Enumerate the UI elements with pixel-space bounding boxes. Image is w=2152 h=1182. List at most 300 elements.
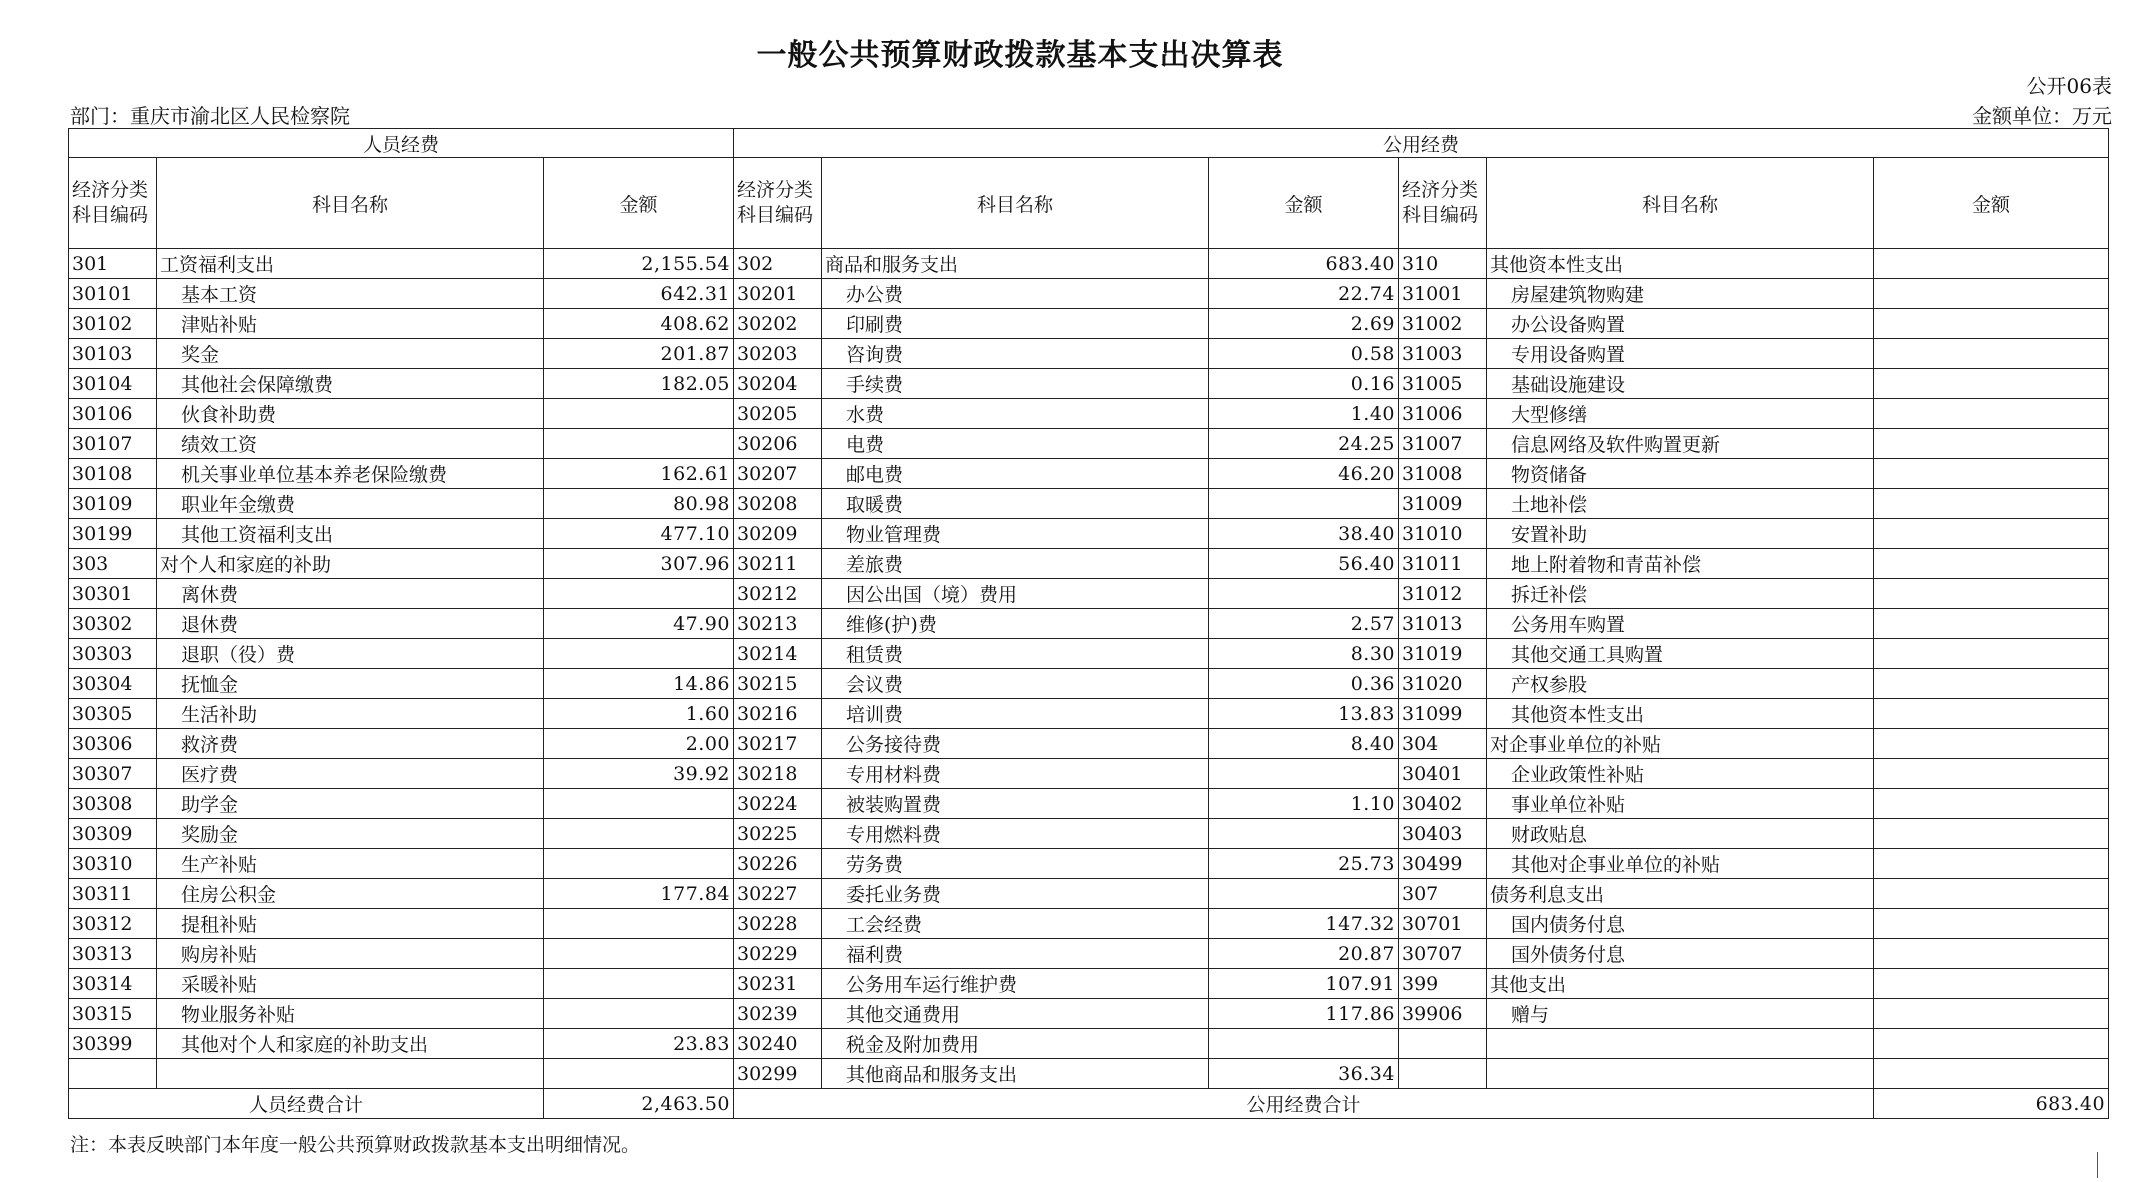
row-name: 电费 xyxy=(822,429,1209,459)
footnote: 注：本表反映部门本年度一般公共预算财政拨款基本支出明细情况。 xyxy=(70,1134,641,1156)
row-code: 30213 xyxy=(734,609,822,639)
row-name xyxy=(1487,1029,1874,1059)
row-code: 30308 xyxy=(69,789,157,819)
row-amount: 20.87 xyxy=(1209,939,1399,969)
row-code: 30312 xyxy=(69,909,157,939)
row-code: 30206 xyxy=(734,429,822,459)
table-row xyxy=(69,879,2109,909)
row-name: 公务用车运行维护费 xyxy=(822,969,1209,999)
row-name: 福利费 xyxy=(822,939,1209,969)
table-row xyxy=(69,1029,2109,1059)
row-name: 工资福利支出 xyxy=(157,249,544,279)
table-row xyxy=(69,909,2109,939)
row-name: 培训费 xyxy=(822,699,1209,729)
header-amount: 金额 xyxy=(1209,158,1399,249)
row-name: 公务用车购置 xyxy=(1487,609,1874,639)
row-amount xyxy=(1874,309,2109,339)
row-name: 其他商品和服务支出 xyxy=(822,1059,1209,1089)
row-amount: 642.31 xyxy=(544,279,734,309)
row-name: 绩效工资 xyxy=(157,429,544,459)
row-amount: 24.25 xyxy=(1209,429,1399,459)
row-amount xyxy=(544,819,734,849)
row-amount: 0.36 xyxy=(1209,669,1399,699)
row-amount: 38.40 xyxy=(1209,519,1399,549)
row-code: 31003 xyxy=(1399,339,1487,369)
row-code xyxy=(1399,1059,1487,1089)
row-amount: 47.90 xyxy=(544,609,734,639)
row-code: 31009 xyxy=(1399,489,1487,519)
row-name: 生产补贴 xyxy=(157,849,544,879)
row-amount: 2,155.54 xyxy=(544,249,734,279)
row-name: 机关事业单位基本养老保险缴费 xyxy=(157,459,544,489)
row-amount: 201.87 xyxy=(544,339,734,369)
table-row xyxy=(69,1059,2109,1089)
row-name: 水费 xyxy=(822,399,1209,429)
row-amount: 1.40 xyxy=(1209,399,1399,429)
row-name: 办公设备购置 xyxy=(1487,309,1874,339)
table-row xyxy=(69,309,2109,339)
row-code: 30102 xyxy=(69,309,157,339)
header-name: 科目名称 xyxy=(822,158,1209,249)
row-name: 津贴补贴 xyxy=(157,309,544,339)
row-code: 301 xyxy=(69,249,157,279)
row-name: 印刷费 xyxy=(822,309,1209,339)
row-name: 工会经费 xyxy=(822,909,1209,939)
row-amount xyxy=(544,999,734,1029)
row-name: 生活补助 xyxy=(157,699,544,729)
row-code: 30215 xyxy=(734,669,822,699)
row-name: 劳务费 xyxy=(822,849,1209,879)
row-code: 30306 xyxy=(69,729,157,759)
table-row xyxy=(69,849,2109,879)
row-amount xyxy=(1874,879,2109,909)
row-code: 30240 xyxy=(734,1029,822,1059)
row-amount: 683.40 xyxy=(1209,249,1399,279)
row-code: 302 xyxy=(734,249,822,279)
row-name: 事业单位补贴 xyxy=(1487,789,1874,819)
row-amount: 0.16 xyxy=(1209,369,1399,399)
row-name xyxy=(157,1059,544,1089)
row-code: 30201 xyxy=(734,279,822,309)
row-name: 大型修缮 xyxy=(1487,399,1874,429)
row-amount xyxy=(1874,489,2109,519)
row-code: 31013 xyxy=(1399,609,1487,639)
row-code: 31012 xyxy=(1399,579,1487,609)
row-name: 被装购置费 xyxy=(822,789,1209,819)
row-code: 31020 xyxy=(1399,669,1487,699)
row-amount xyxy=(1209,879,1399,909)
table-row xyxy=(69,999,2109,1029)
row-name: 职业年金缴费 xyxy=(157,489,544,519)
row-code: 30103 xyxy=(69,339,157,369)
row-name: 其他对个人和家庭的补助支出 xyxy=(157,1029,544,1059)
row-amount xyxy=(544,969,734,999)
row-amount xyxy=(1209,819,1399,849)
table-row xyxy=(69,579,2109,609)
row-amount: 2.69 xyxy=(1209,309,1399,339)
row-amount: 8.40 xyxy=(1209,729,1399,759)
row-amount: 36.34 xyxy=(1209,1059,1399,1089)
table-body xyxy=(69,249,2109,1089)
row-amount: 107.91 xyxy=(1209,969,1399,999)
row-code: 30499 xyxy=(1399,849,1487,879)
row-amount xyxy=(1874,939,2109,969)
row-name: 专用材料费 xyxy=(822,759,1209,789)
row-code: 30228 xyxy=(734,909,822,939)
row-amount xyxy=(1209,1029,1399,1059)
row-amount xyxy=(1874,1029,2109,1059)
row-amount xyxy=(1874,459,2109,489)
row-name: 委托业务费 xyxy=(822,879,1209,909)
row-code: 310 xyxy=(1399,249,1487,279)
row-name: 公务接待费 xyxy=(822,729,1209,759)
row-amount: 177.84 xyxy=(544,879,734,909)
row-amount: 22.74 xyxy=(1209,279,1399,309)
table-row xyxy=(69,729,2109,759)
row-name: 物业服务补贴 xyxy=(157,999,544,1029)
row-name: 拆迁补偿 xyxy=(1487,579,1874,609)
row-name: 赠与 xyxy=(1487,999,1874,1029)
row-code: 30305 xyxy=(69,699,157,729)
row-amount xyxy=(544,789,734,819)
row-name: 其他资本性支出 xyxy=(1487,699,1874,729)
row-code: 31011 xyxy=(1399,549,1487,579)
row-code: 31008 xyxy=(1399,459,1487,489)
department-label: 部门：重庆市渝北区人民检察院 xyxy=(70,104,350,128)
row-amount xyxy=(544,939,734,969)
row-code: 30707 xyxy=(1399,939,1487,969)
row-amount: 147.32 xyxy=(1209,909,1399,939)
section-personnel: 人员经费 xyxy=(69,129,734,158)
row-amount xyxy=(1874,579,2109,609)
row-code: 30209 xyxy=(734,519,822,549)
row-amount: 46.20 xyxy=(1209,459,1399,489)
row-amount: 162.61 xyxy=(544,459,734,489)
personnel-total-amount: 2,463.50 xyxy=(544,1089,734,1119)
row-name: 对企事业单位的补贴 xyxy=(1487,729,1874,759)
table-row xyxy=(69,759,2109,789)
totals-row xyxy=(69,1089,2109,1119)
row-name: 差旅费 xyxy=(822,549,1209,579)
row-code: 30399 xyxy=(69,1029,157,1059)
row-code: 30214 xyxy=(734,639,822,669)
row-code: 30309 xyxy=(69,819,157,849)
header-name: 科目名称 xyxy=(1487,158,1874,249)
row-amount: 25.73 xyxy=(1209,849,1399,879)
row-name: 国内债务付息 xyxy=(1487,909,1874,939)
row-name: 债务利息支出 xyxy=(1487,879,1874,909)
row-code: 31001 xyxy=(1399,279,1487,309)
table-row xyxy=(69,699,2109,729)
table-row xyxy=(69,609,2109,639)
row-amount xyxy=(1874,819,2109,849)
row-code: 30304 xyxy=(69,669,157,699)
header-name: 科目名称 xyxy=(157,158,544,249)
row-amount xyxy=(544,579,734,609)
row-name: 离休费 xyxy=(157,579,544,609)
row-code: 30204 xyxy=(734,369,822,399)
header-code: 经济分类科目编码 xyxy=(69,158,157,249)
row-amount: 56.40 xyxy=(1209,549,1399,579)
row-code: 30299 xyxy=(734,1059,822,1089)
table-row xyxy=(69,399,2109,429)
row-code: 30701 xyxy=(1399,909,1487,939)
row-amount: 477.10 xyxy=(544,519,734,549)
row-name: 租赁费 xyxy=(822,639,1209,669)
row-amount xyxy=(1874,429,2109,459)
row-amount: 0.58 xyxy=(1209,339,1399,369)
row-amount xyxy=(1209,759,1399,789)
row-code xyxy=(1399,1029,1487,1059)
row-name: 财政贴息 xyxy=(1487,819,1874,849)
row-code: 30311 xyxy=(69,879,157,909)
row-code: 30314 xyxy=(69,969,157,999)
row-code: 399 xyxy=(1399,969,1487,999)
row-code: 30199 xyxy=(69,519,157,549)
row-amount xyxy=(544,429,734,459)
row-code: 30205 xyxy=(734,399,822,429)
page-edge-mark xyxy=(2097,1152,2098,1178)
personnel-total-label: 人员经费合计 xyxy=(69,1089,544,1119)
row-code: 30218 xyxy=(734,759,822,789)
row-name: 其他支出 xyxy=(1487,969,1874,999)
table-row xyxy=(69,639,2109,669)
table-row xyxy=(69,339,2109,369)
row-amount: 80.98 xyxy=(544,489,734,519)
row-amount: 8.30 xyxy=(1209,639,1399,669)
row-code: 30106 xyxy=(69,399,157,429)
row-name: 国外债务付息 xyxy=(1487,939,1874,969)
row-amount xyxy=(544,399,734,429)
row-amount xyxy=(1874,789,2109,819)
table-row xyxy=(69,969,2109,999)
row-name: 会议费 xyxy=(822,669,1209,699)
row-name: 采暖补贴 xyxy=(157,969,544,999)
row-code: 30109 xyxy=(69,489,157,519)
row-amount xyxy=(1874,849,2109,879)
row-name: 房屋建筑物购建 xyxy=(1487,279,1874,309)
section-public: 公用经费 xyxy=(734,129,2109,158)
row-amount xyxy=(1874,669,2109,699)
row-amount: 1.10 xyxy=(1209,789,1399,819)
row-name: 地上附着物和青苗补偿 xyxy=(1487,549,1874,579)
row-code: 30211 xyxy=(734,549,822,579)
row-amount xyxy=(1209,579,1399,609)
row-name: 退休费 xyxy=(157,609,544,639)
row-name: 其他对企事业单位的补贴 xyxy=(1487,849,1874,879)
row-code: 304 xyxy=(1399,729,1487,759)
row-amount xyxy=(1874,999,2109,1029)
row-amount xyxy=(544,909,734,939)
row-code: 30303 xyxy=(69,639,157,669)
row-code: 30224 xyxy=(734,789,822,819)
row-name: 奖金 xyxy=(157,339,544,369)
row-name: 其他交通工具购置 xyxy=(1487,639,1874,669)
row-code: 30203 xyxy=(734,339,822,369)
row-name: 住房公积金 xyxy=(157,879,544,909)
row-amount xyxy=(1874,339,2109,369)
unit-label: 金额单位：万元 xyxy=(1972,104,2112,128)
row-amount: 307.96 xyxy=(544,549,734,579)
row-code: 31099 xyxy=(1399,699,1487,729)
row-name: 取暖费 xyxy=(822,489,1209,519)
row-name: 企业政策性补贴 xyxy=(1487,759,1874,789)
row-amount xyxy=(1874,399,2109,429)
row-amount xyxy=(1209,489,1399,519)
row-name: 奖励金 xyxy=(157,819,544,849)
row-name: 手续费 xyxy=(822,369,1209,399)
row-name: 专用燃料费 xyxy=(822,819,1209,849)
row-amount: 2.00 xyxy=(544,729,734,759)
row-amount: 117.86 xyxy=(1209,999,1399,1029)
row-code: 30207 xyxy=(734,459,822,489)
row-code: 31019 xyxy=(1399,639,1487,669)
table-row xyxy=(69,549,2109,579)
row-name xyxy=(1487,1059,1874,1089)
row-code: 30107 xyxy=(69,429,157,459)
row-code: 303 xyxy=(69,549,157,579)
table-row xyxy=(69,819,2109,849)
row-name: 对个人和家庭的补助 xyxy=(157,549,544,579)
row-name: 税金及附加费用 xyxy=(822,1029,1209,1059)
row-code: 30302 xyxy=(69,609,157,639)
table-row xyxy=(69,519,2109,549)
row-code: 30307 xyxy=(69,759,157,789)
row-code: 30208 xyxy=(734,489,822,519)
row-code: 30403 xyxy=(1399,819,1487,849)
row-code: 31005 xyxy=(1399,369,1487,399)
row-code: 31007 xyxy=(1399,429,1487,459)
header-code: 经济分类科目编码 xyxy=(1399,158,1487,249)
table-row xyxy=(69,459,2109,489)
row-code: 30225 xyxy=(734,819,822,849)
row-amount xyxy=(1874,969,2109,999)
row-code: 39906 xyxy=(1399,999,1487,1029)
row-code: 31002 xyxy=(1399,309,1487,339)
row-code: 31010 xyxy=(1399,519,1487,549)
row-name: 维修(护)费 xyxy=(822,609,1209,639)
row-amount: 14.86 xyxy=(544,669,734,699)
row-code: 30229 xyxy=(734,939,822,969)
row-name: 信息网络及软件购置更新 xyxy=(1487,429,1874,459)
row-name: 因公出国（境）费用 xyxy=(822,579,1209,609)
row-name: 咨询费 xyxy=(822,339,1209,369)
row-code: 30401 xyxy=(1399,759,1487,789)
row-name: 物资储备 xyxy=(1487,459,1874,489)
row-code: 30108 xyxy=(69,459,157,489)
row-name: 其他工资福利支出 xyxy=(157,519,544,549)
row-amount xyxy=(1874,549,2109,579)
public-total-amount: 683.40 xyxy=(1874,1089,2109,1119)
table-row xyxy=(69,789,2109,819)
row-amount xyxy=(544,1059,734,1089)
row-amount: 182.05 xyxy=(544,369,734,399)
row-code: 30202 xyxy=(734,309,822,339)
table-row xyxy=(69,429,2109,459)
row-name: 土地补偿 xyxy=(1487,489,1874,519)
row-name: 邮电费 xyxy=(822,459,1209,489)
table-code: 公开06表 xyxy=(2026,74,2112,98)
row-name: 物业管理费 xyxy=(822,519,1209,549)
row-name: 安置补助 xyxy=(1487,519,1874,549)
table-row xyxy=(69,369,2109,399)
row-code: 30315 xyxy=(69,999,157,1029)
row-name: 抚恤金 xyxy=(157,669,544,699)
page-title: 一般公共预算财政拨款基本支出决算表 xyxy=(756,38,1284,73)
row-amount xyxy=(1874,249,2109,279)
row-name: 商品和服务支出 xyxy=(822,249,1209,279)
header-code: 经济分类科目编码 xyxy=(734,158,822,249)
row-amount xyxy=(1874,639,2109,669)
row-code: 307 xyxy=(1399,879,1487,909)
row-amount xyxy=(1874,729,2109,759)
row-code: 30313 xyxy=(69,939,157,969)
row-amount: 1.60 xyxy=(544,699,734,729)
row-amount: 13.83 xyxy=(1209,699,1399,729)
table-row xyxy=(69,489,2109,519)
row-amount: 408.62 xyxy=(544,309,734,339)
table-row xyxy=(69,669,2109,699)
row-name: 基础设施建设 xyxy=(1487,369,1874,399)
row-amount xyxy=(544,849,734,879)
row-name: 产权参股 xyxy=(1487,669,1874,699)
row-code: 30216 xyxy=(734,699,822,729)
row-code: 30226 xyxy=(734,849,822,879)
row-name: 助学金 xyxy=(157,789,544,819)
row-name: 其他社会保障缴费 xyxy=(157,369,544,399)
table-row xyxy=(69,939,2109,969)
row-amount xyxy=(1874,369,2109,399)
row-name: 其他资本性支出 xyxy=(1487,249,1874,279)
row-amount xyxy=(544,639,734,669)
row-code: 30227 xyxy=(734,879,822,909)
row-name: 专用设备购置 xyxy=(1487,339,1874,369)
row-amount: 23.83 xyxy=(544,1029,734,1059)
row-amount xyxy=(1874,519,2109,549)
row-name: 医疗费 xyxy=(157,759,544,789)
row-code: 30104 xyxy=(69,369,157,399)
row-code: 30301 xyxy=(69,579,157,609)
row-name: 购房补贴 xyxy=(157,939,544,969)
row-amount: 2.57 xyxy=(1209,609,1399,639)
row-amount: 39.92 xyxy=(544,759,734,789)
row-code: 30101 xyxy=(69,279,157,309)
row-amount xyxy=(1874,699,2109,729)
expenditure-table xyxy=(68,128,2109,1119)
row-name: 退职（役）费 xyxy=(157,639,544,669)
row-name: 伙食补助费 xyxy=(157,399,544,429)
row-amount xyxy=(1874,909,2109,939)
row-code: 30217 xyxy=(734,729,822,759)
row-name: 办公费 xyxy=(822,279,1209,309)
row-code: 30239 xyxy=(734,999,822,1029)
row-name: 其他交通费用 xyxy=(822,999,1209,1029)
header-amount: 金额 xyxy=(544,158,734,249)
row-amount xyxy=(1874,279,2109,309)
row-code: 31006 xyxy=(1399,399,1487,429)
table-row xyxy=(69,249,2109,279)
row-code xyxy=(69,1059,157,1089)
row-code: 30402 xyxy=(1399,789,1487,819)
header-amount: 金额 xyxy=(1874,158,2109,249)
table-row xyxy=(69,279,2109,309)
public-total-label: 公用经费合计 xyxy=(734,1089,1874,1119)
row-name: 提租补贴 xyxy=(157,909,544,939)
row-amount xyxy=(1874,1059,2109,1089)
row-code: 30310 xyxy=(69,849,157,879)
row-amount xyxy=(1874,759,2109,789)
row-code: 30231 xyxy=(734,969,822,999)
